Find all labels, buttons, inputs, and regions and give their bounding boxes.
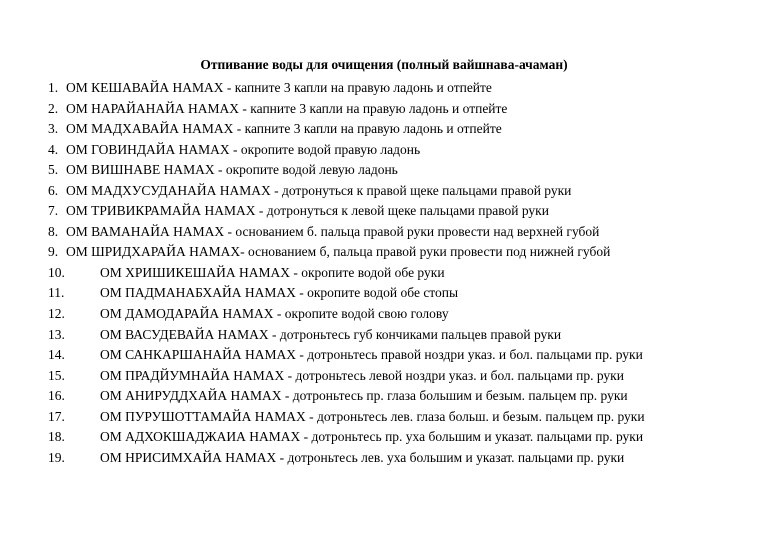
item-number: 13. bbox=[48, 326, 65, 342]
list-item bbox=[0, 202, 768, 223]
document-title: Отпивание воды для очищения (полный вайшнава-ачаман) bbox=[200, 57, 568, 72]
item-number: 9. bbox=[48, 244, 59, 260]
item-text: ОМ МАДХУСУДАНАЙА НАМАХ - дотронуться к правой щеке пальцами правой руки bbox=[66, 182, 572, 198]
item-text: ОМ ДАМОДАРАЙА НАМАХ - окропите водой свою голову bbox=[100, 306, 449, 322]
list-item bbox=[0, 387, 768, 408]
item-text: ОМ ПУРУШОТТАМАЙА НАМАХ - дотроньтесь лев. глаза больш. и безым. пальцем пр. руки bbox=[100, 408, 645, 424]
item-text: ОМ НРИСИМХАЙА НАМАХ - дотроньтесь лев. уха большим и указат. пальцами пр. руки bbox=[100, 449, 625, 465]
list-item bbox=[0, 182, 768, 203]
item-number: 15. bbox=[48, 367, 65, 383]
item-text: ОМ ГОВИНДАЙА НАМАХ - окропите водой правую ладонь bbox=[66, 141, 421, 157]
item-number: 14. bbox=[48, 347, 65, 363]
item-number: 10. bbox=[48, 264, 65, 280]
item-number: 12. bbox=[48, 306, 65, 322]
item-number: 19. bbox=[48, 449, 65, 465]
item-number: 6. bbox=[48, 182, 59, 198]
list-item bbox=[0, 449, 768, 470]
list-item bbox=[0, 284, 768, 305]
instruction-list bbox=[0, 79, 768, 469]
item-text: ОМ ВИШНАВЕ НАМАХ - окропите водой левую ладонь bbox=[66, 162, 398, 178]
item-number: 4. bbox=[48, 141, 59, 157]
item-number: 1. bbox=[48, 80, 59, 95]
list-item bbox=[0, 408, 768, 429]
list-item bbox=[0, 161, 768, 182]
list-item bbox=[0, 346, 768, 367]
list-item bbox=[0, 120, 768, 141]
list-item bbox=[0, 264, 768, 285]
list-item bbox=[0, 326, 768, 347]
item-number: 3. bbox=[48, 121, 59, 137]
item-number: 7. bbox=[48, 203, 59, 219]
item-text: ОМ ТРИВИКРАМАЙА НАМАХ - дотронуться к левой щеке пальцами правой руки bbox=[66, 203, 549, 219]
item-text: ОМ КЕШАВАЙА НАМАХ - капните 3 капли на правую ладонь и отпейте bbox=[66, 80, 492, 95]
list-item bbox=[0, 100, 768, 121]
item-number: 17. bbox=[48, 408, 65, 424]
item-text: ОМ НАРАЙАНАЙА НАМАХ - капните 3 капли на правую ладонь и отпейте bbox=[66, 100, 508, 116]
item-text: ОМ ПАДМАНАБХАЙА НАМАХ - окропите водой обе стопы bbox=[100, 285, 459, 301]
item-number: 8. bbox=[48, 223, 59, 239]
list-item bbox=[0, 367, 768, 388]
item-number: 11. bbox=[48, 285, 65, 301]
item-text: ОМ САНКАРШАНАЙА НАМАХ - дотроньтесь правой ноздри указ. и бол. пальцами пр. руки bbox=[100, 347, 643, 363]
item-number: 2. bbox=[48, 100, 59, 116]
item-text: ОМ АНИРУДДХАЙА НАМАХ - дотроньтесь пр. глаза большим и безым. пальцем пр. руки bbox=[100, 388, 628, 404]
list-item bbox=[0, 79, 768, 100]
list-item bbox=[0, 141, 768, 162]
list-item bbox=[0, 305, 768, 326]
item-number: 16. bbox=[48, 388, 65, 404]
list-item bbox=[0, 223, 768, 244]
item-text: ОМ АДХОКШАДЖАИА НАМАХ - дотроньтесь пр. уха большим и указат. пальцами пр. руки bbox=[100, 429, 644, 445]
item-text: ОМ ПРАДЙУМНАЙА НАМАХ - дотроньтесь левой ноздри указ. и бол. пальцами пр. руки bbox=[100, 367, 624, 383]
item-text: ОМ ВАСУДЕВАЙА НАМАХ - дотроньтесь губ кончиками пальцев правой руки bbox=[100, 326, 562, 342]
item-number: 5. bbox=[48, 162, 59, 178]
list-item bbox=[0, 243, 768, 264]
item-text: ОМ ХРИШИКЕШАЙА НАМАХ - окропите водой обе руки bbox=[100, 264, 445, 280]
list-item bbox=[0, 428, 768, 449]
item-text: ОМ МАДХАВАЙА НАМАХ - капните 3 капли на правую ладонь и отпейте bbox=[66, 121, 502, 137]
item-text: ОМ ШРИДХАРАЙА НАМАХ- основанием б, пальца правой руки провести под нижней губой bbox=[66, 244, 611, 260]
item-text: ОМ ВАМАНАЙА НАМАХ - основанием б. пальца правой руки провести над верхней губой bbox=[66, 223, 600, 239]
item-number: 18. bbox=[48, 429, 65, 445]
